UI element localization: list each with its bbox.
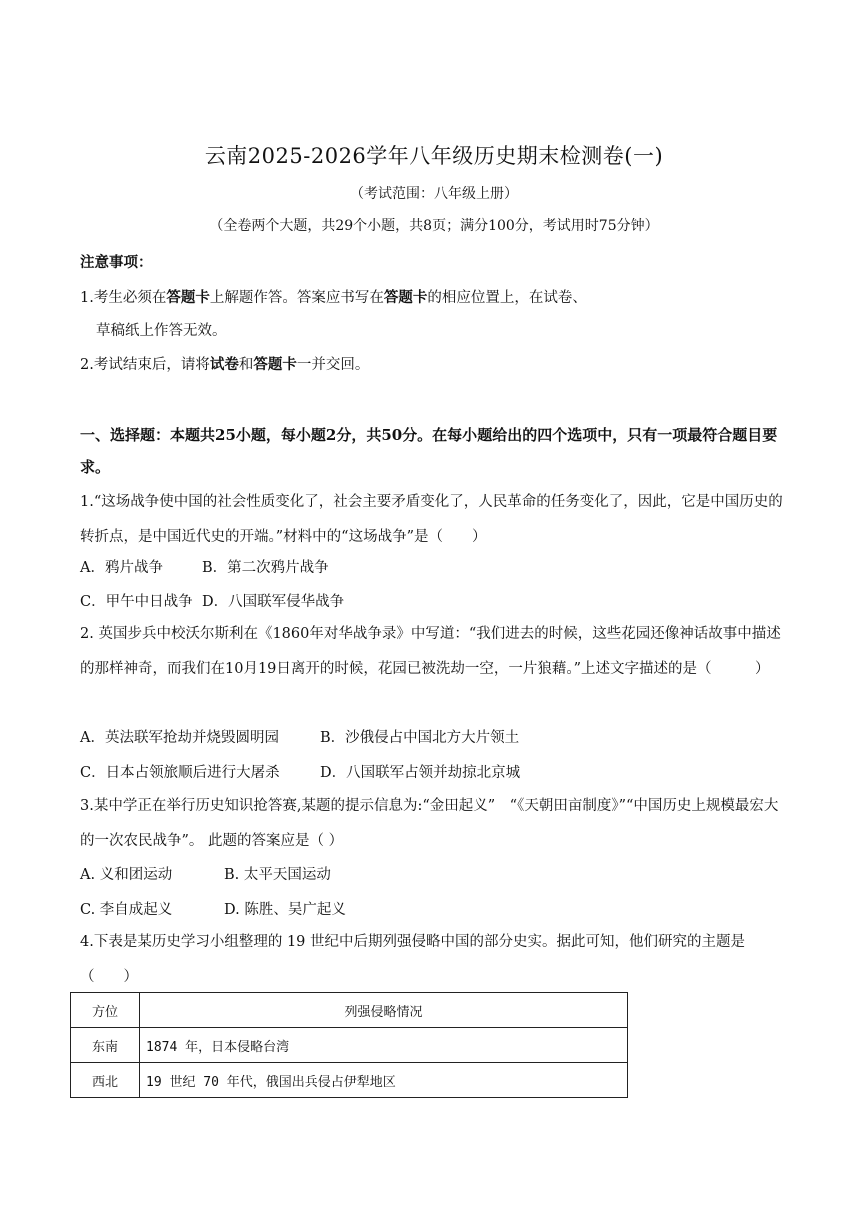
note-2 [80,353,369,374]
question-1-options-row2 [80,590,344,611]
table-row [71,1028,628,1063]
option-c: C．日本占领旅顺后进行大屠杀 [80,765,280,781]
table-header-cell: 列强侵略情况 [140,993,628,1028]
question-2-options-row1 [80,726,519,747]
table-cell: 1874 年，日本侵略台湾 [140,1028,628,1063]
option-a: A. 义和团运动 [80,867,173,883]
exam-title: 云南2025-2026学年八年级历史期末检测卷(一) [204,144,664,168]
option-a: A．英法联军抢劫并烧毁圆明园 [80,730,279,746]
notes-heading: 注意事项： [80,254,153,271]
question-1-options-row1 [80,556,329,577]
question-2-stem: 2. 英国步兵中校沃尔斯利在《1860年对华战争录》中写道：“我们进去的时候，这些花园还像神话故事中描述的那样神奇，而我们在10月19日离开的时候，花园已被洗劫一空，一片狼藉。”上述文字描述的是（ ） [80,626,781,677]
table-header-row [71,993,628,1028]
question-3-stem: 3.某中学正在举行历史知识抢答赛,某题的提示信息为:“金田起义” “《天朝田亩制度》”“中国历史上规模最宏大的一次农民战争”。 此题的答案应是（ ） [80,798,779,849]
section-1-heading: 一、选择题：本题共25小题，每小题2分，共50分。在每小题给出的四个选项中，只有一项最符合题目要求。 [80,426,778,476]
note-text: 2.考试结束后，请将 [80,357,210,373]
option-d: D．八国联军侵华战争 [202,594,345,610]
note-text: 和 [238,357,254,373]
note-text: 一并交回。 [296,357,370,373]
question-4-stem: 4.下表是某历史学习小组整理的 19 世纪中后期列强侵略中国的部分史实。据此可知，他们研究的主题是（ ） [80,934,745,985]
question-1-stem: 1.“这场战争使中国的社会性质变化了，社会主要矛盾变化了，人民革命的任务变化了，因此，它是中国历史的转折点，是中国近代史的开端。”材料中的“这场战争”是（ ） [80,494,783,545]
note-text: 的相应位置上，在试卷、 [427,290,587,306]
note-bold: 答题卡 [253,356,297,373]
note-text: 1.考生必须在 [80,290,167,306]
table-cell: 西北 [71,1063,140,1098]
history-table [70,992,628,1098]
option-c: C．甲午中日战争 [80,594,193,610]
option-b: B．沙俄侵占中国北方大片领土 [320,730,520,746]
table-row [71,1063,628,1098]
option-c: C. 李自成起义 [80,902,173,918]
option-d: D. 陈胜、吴广起义 [224,902,346,918]
exam-scope: （考试范围：八年级上册） [350,186,518,202]
option-b: B. 太平天国运动 [224,867,331,883]
note-bold: 答题卡 [383,289,428,306]
exam-info: （全卷两个大题，共29个小题，共8页；满分100分，考试用时75分钟） [209,218,659,234]
note-bold: 试卷 [209,356,239,373]
option-d: D．八国联军占领并劫掠北京城 [320,765,521,781]
option-a: A．鸦片战争 [80,560,163,576]
option-b: B．第二次鸦片战争 [202,560,329,576]
question-3-options-row1 [80,863,331,884]
question-2-options-row2 [80,761,520,782]
note-1-cont: 草稿纸上作答无效。 [96,323,227,339]
note-1 [80,286,587,307]
note-text: 上解题作答。答案应书写在 [209,290,384,306]
table-header-cell: 方位 [71,993,140,1028]
table-cell: 东南 [71,1028,140,1063]
question-3-options-row2 [80,898,346,919]
table-cell: 19 世纪 70 年代，俄国出兵侵占伊犁地区 [140,1063,628,1098]
note-bold: 答题卡 [166,289,210,306]
